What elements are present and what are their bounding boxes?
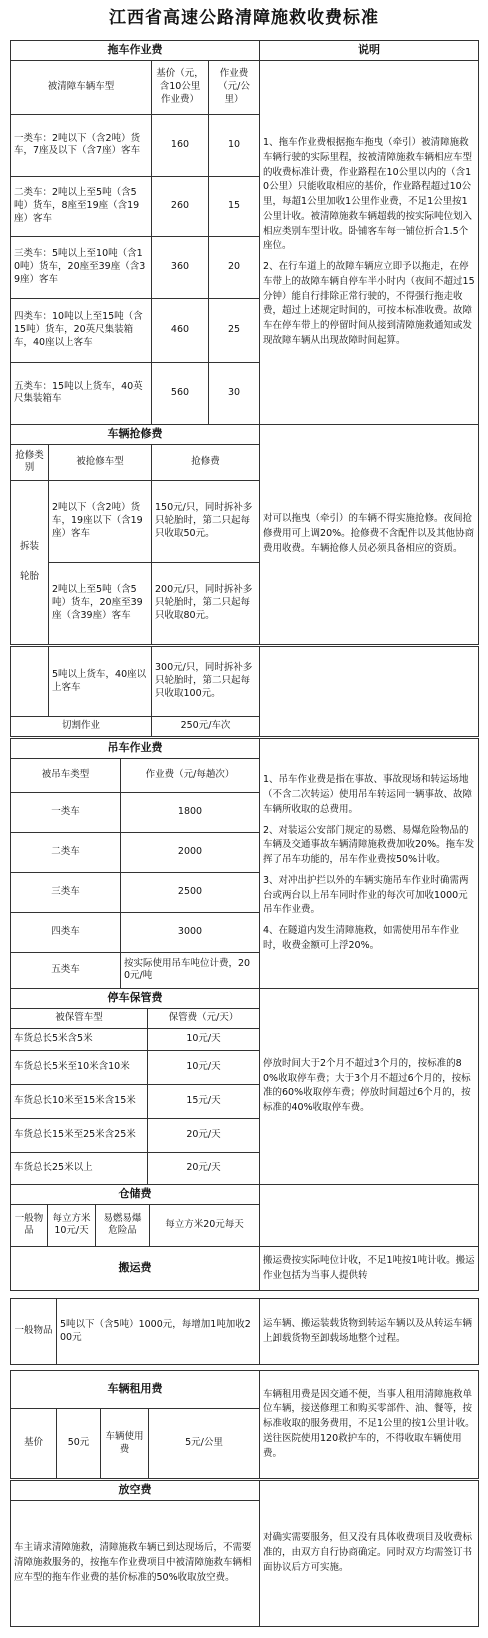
parking-row-2-fee: 10元/天 (148, 1050, 260, 1084)
rental-section-title: 车辆租用费 (11, 1371, 260, 1409)
storage-hazard-label: 易燃易爆危险品 (96, 1204, 150, 1246)
rental-fee-table (10, 1370, 479, 1479)
towing-row-1-type: 一类车：2吨以下（含2吨）货车，7座及以下（含7座）客车 (11, 114, 152, 176)
crane-row-4-type: 四类车 (11, 912, 121, 952)
towing-row-2-type: 二类车：2吨以上至5吨（含5吨）货车，8座至19座（含19座）客车 (11, 176, 152, 236)
crane-row-4-fee: 3000 (121, 912, 260, 952)
storage-note (260, 1185, 479, 1247)
repair-row-2-vehicle: 2吨以上至5吨（含5吨）货车，20座至39座（含39座）客车 (49, 562, 152, 644)
repair-fee-header: 抢修费 (152, 444, 260, 480)
crane-notes (260, 739, 479, 989)
storage-general-fee: 每立方米10元/天 (48, 1204, 96, 1246)
repair-row-2-fee: 200元/只，同时拆补多只轮胎时，第二只起每只收取80元。 (152, 562, 260, 644)
parking-vehicle-header: 被保管车型 (11, 1008, 148, 1028)
towing-section-title: 拖车作业费 (11, 41, 260, 61)
towing-row-2-base: 260 (152, 176, 209, 236)
transport-general-label: 一般物品 (11, 1299, 57, 1365)
repair-category-tire (11, 480, 49, 644)
rental-usage-label: 车辆使用费 (101, 1409, 149, 1479)
repair-cutting-fee: 250元/车次 (152, 717, 260, 737)
storage-section-title: 仓储费 (11, 1185, 260, 1205)
parking-note: 停放时间大于2个月不超过3个月的，按标准的80%收取停车费；大于3个月不超过6个月的，按标准的60%收取停车费；停放时间超过6个月的，按标准的40%收取停车费。 (260, 989, 479, 1185)
empty-run-fee-table (10, 1480, 479, 1627)
crane-note-3: 3、对冲出护拦以外的车辆实施吊车作业时确需两台或两台以上吊车同时作业的每次可加收1000元吊车作业费。 (263, 874, 469, 916)
towing-base-price-header: 基价（元，含10公里作业费） (152, 60, 209, 114)
crane-fee-table (10, 738, 479, 989)
parking-row-3-type: 车货总长10米至15米含15米 (11, 1084, 148, 1118)
repair-cutting-label: 切割作业 (11, 717, 152, 737)
parking-fee-table (10, 988, 479, 1185)
towing-note-1: 1、拖车作业费根据拖车拖曳（牵引）被清障施救车辆行驶的实际里程，按被清障施救车辆相应车型的收费标准计费，作业路程在10公里以内的（含10公里）只能收取相应的基价，作业路程超过10公里，每超1公里加收1公里作业费，不足1公里按1公里计收。被清障施救车辆超载的按实际吨位划入相应类别车型计收。卧铺客车每一铺位折合1.5个座位。 (263, 137, 473, 252)
crane-row-2-type: 二类车 (11, 832, 121, 872)
repair-category-line-1: 拆装 (19, 540, 39, 552)
rental-base-fee: 50元 (57, 1409, 101, 1479)
empty-run-note: 对确实需要服务，但又没有具体收费项目及收费标准的，由双方自行协商确定。同时双方均需签订书面协议后方可实施。 (260, 1481, 479, 1627)
towing-vehicle-type-header: 被清障车辆车型 (11, 60, 152, 114)
transport-section-title: 搬运费 (11, 1247, 260, 1291)
repair-category-header: 抢修类别 (11, 444, 49, 480)
towing-row-4-base: 460 (152, 298, 209, 362)
parking-row-4-fee: 20元/天 (148, 1118, 260, 1152)
towing-fee-table (10, 40, 479, 425)
towing-row-1-base: 160 (152, 114, 209, 176)
towing-notes (260, 60, 479, 424)
crane-row-1-type: 一类车 (11, 792, 121, 832)
repair-vehicle-header: 被抢修车型 (49, 444, 152, 480)
notes-header: 说明 (260, 41, 479, 61)
repair-section-title: 车辆抢修费 (11, 425, 260, 445)
towing-note-2: 2、在行车道上的故障车辆应立即予以拖走，在停车带上的故障车辆自停车半小时内（夜间不超过15分钟）能自行排除正常行驶的，不得强行拖走收费，超过上述规定时间的，可按本标准收费。故障车在停车带上的停留时间从接到清障施救通知或发现故障车辆从出现故障时间起算。 (263, 261, 475, 346)
parking-row-1-type: 车货总长5米含5米 (11, 1028, 148, 1050)
transport-fee-table (10, 1246, 479, 1291)
crane-note-1: 1、吊车作业费是指在事故、事故现场和转运场地（不含二次转运）使用吊车转运同一辆事故、故障车辆所收取的总费用。 (263, 774, 473, 815)
repair-fee-table (10, 424, 479, 645)
crane-note-4: 4、在隧道内发生清障施救，如需使用吊车作业时，收费金额可上浮20%。 (263, 924, 460, 951)
parking-row-3-fee: 15元/天 (148, 1084, 260, 1118)
repair-row-3-fee: 300元/只，同时拆补多只轮胎时，第二只起每只收取100元。 (152, 647, 260, 717)
transport-note-2: 运车辆、搬运装载货物到转运车辆以及从转运车辆上卸载货物至卸载场地整个过程。 (260, 1299, 479, 1365)
repair-row-3-blank (11, 647, 49, 717)
crane-row-2-fee: 2000 (121, 832, 260, 872)
crane-vehicle-header: 被吊车类型 (11, 758, 121, 792)
rental-usage-fee: 5元/公里 (149, 1409, 260, 1479)
repair-continued-note (260, 647, 479, 737)
transport-note-1: 搬运费按实际吨位计收，不足1吨按1吨计收。搬运作业包括为当事人提供转 (260, 1247, 479, 1291)
crane-row-5-type: 五类车 (11, 952, 121, 988)
repair-row-1-fee: 150元/只，同时拆补多只轮胎时，第二只起每只收取50元。 (152, 480, 260, 562)
towing-row-2-per-km: 15 (209, 176, 260, 236)
repair-row-1-vehicle: 2吨以下（含2吨）货车，19座以下（含19座）客车 (49, 480, 152, 562)
parking-row-1-fee: 10元/天 (148, 1028, 260, 1050)
parking-row-5-fee: 20元/天 (148, 1152, 260, 1184)
towing-per-km-header: 作业费（元/公里） (209, 60, 260, 114)
crane-fee-header: 作业费（元/每趟次） (121, 758, 260, 792)
page-title: 江西省高速公路清障施救收费标准 (109, 8, 379, 28)
crane-row-1-fee: 1800 (121, 792, 260, 832)
repair-fee-continued-table (10, 646, 479, 737)
crane-row-3-type: 三类车 (11, 872, 121, 912)
parking-row-2-type: 车货总长5米至10米含10米 (11, 1050, 148, 1084)
empty-run-section-title: 放空费 (11, 1481, 260, 1501)
rental-base-label: 基价 (11, 1409, 57, 1479)
parking-row-5-type: 车货总长25米以上 (11, 1152, 148, 1184)
rental-note: 车辆租用费是因交通不便，当事人租用清障施救单位车辆，接送修理工和购买零部件、油、餐等，按标准收取的服务费用，不足1公里的按1公里计收。送往医院使用120救护车的，不得收取车辆使用费。 (260, 1371, 479, 1479)
repair-row-3-vehicle: 5吨以上货车，40座以上客车 (49, 647, 152, 717)
storage-general-label: 一般物品 (11, 1204, 48, 1246)
parking-fee-header: 保管费（元/天） (148, 1008, 260, 1028)
parking-row-4-type: 车货总长15米至25米含25米 (11, 1118, 148, 1152)
towing-row-5-per-km: 30 (209, 362, 260, 424)
towing-row-5-type: 五类车：15吨以上货车，40英尺集装箱车 (11, 362, 152, 424)
towing-row-4-per-km: 25 (209, 298, 260, 362)
crane-row-3-fee: 2500 (121, 872, 260, 912)
storage-fee-table (10, 1184, 479, 1247)
towing-row-3-type: 三类车：5吨以上至10吨（含10吨）货车，20座至39座（含39座）客车 (11, 236, 152, 298)
crane-row-5-fee: 按实际使用吊车吨位计费，200元/吨 (121, 952, 260, 988)
storage-hazard-fee: 每立方米20元每天 (150, 1204, 260, 1246)
transport-fee-continued-table (10, 1298, 479, 1365)
towing-row-3-base: 360 (152, 236, 209, 298)
repair-category-line-2: 轮胎 (19, 571, 39, 583)
crane-section-title: 吊车作业费 (11, 739, 260, 759)
towing-row-4-type: 四类车：10吨以上至15吨（含15吨）货车，20英尺集装箱车，40座以上客车 (11, 298, 152, 362)
towing-row-3-per-km: 20 (209, 236, 260, 298)
parking-section-title: 停车保管费 (11, 989, 260, 1009)
crane-note-2: 2、对装运公安部门规定的易燃、易爆危险物品的车辆及交通事故车辆清障施救费加收20%。拖车发挥了吊车功能的，吊车作业费按50%计收。 (263, 824, 475, 866)
transport-general-fee: 5吨以下（含5吨）1000元，每增加1吨加收200元 (57, 1299, 260, 1365)
empty-run-description: 车主请求清障施救，清障施救车辆已到达现场后，不需要清障施救服务的，按拖车作业费项目中被清障施救车辆相应车型的拖车作业费的基价标准的50%收取放空费。 (11, 1500, 260, 1626)
repair-note: 对可以拖曳（牵引）的车辆不得实施抢修。夜间抢修费用可上调20%。抢修费不含配件以及其他协商费用收费。车辆抢修人员必须具备相应的资质。 (260, 425, 479, 645)
towing-row-5-base: 560 (152, 362, 209, 424)
towing-row-1-per-km: 10 (209, 114, 260, 176)
